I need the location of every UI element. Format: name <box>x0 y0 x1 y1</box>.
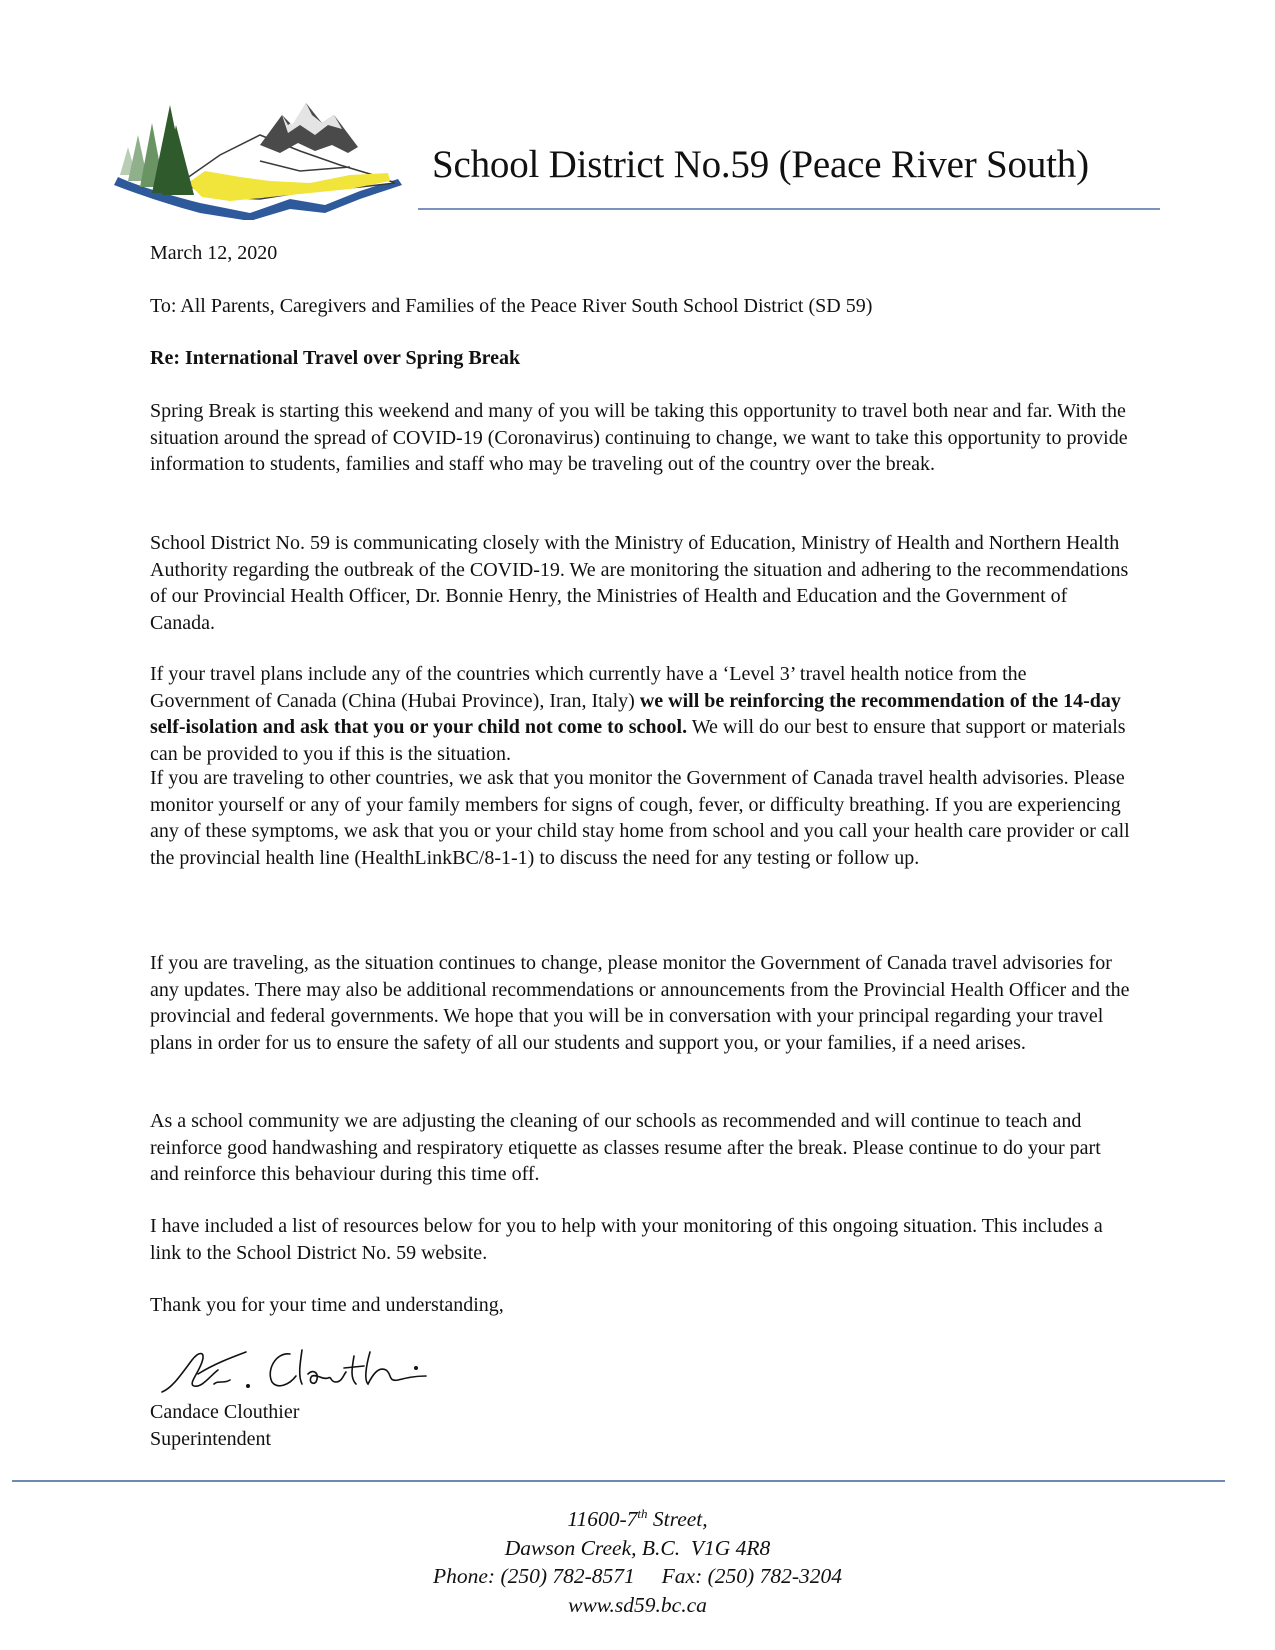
district-logo <box>110 95 410 220</box>
paragraph-text <box>150 661 1130 767</box>
paragraph-resources <box>150 1213 1130 1266</box>
signer-name: Candace Clouthier <box>150 1401 300 1423</box>
paragraph-text: I have included a list of resources below for you to help with your monitoring of this ongoing situation. This includes a link to the School District No. 59 website. <box>150 1215 1103 1264</box>
footer-city: Dawson Creek, B.C. V1G 4R8 <box>504 1535 771 1560</box>
paragraph-level3-travel <box>150 661 1130 767</box>
ordinal-suffix: th <box>637 1506 648 1521</box>
paragraph-spring-break <box>150 398 1130 478</box>
paragraph-monitor-advisories <box>150 950 1130 1056</box>
header-divider <box>418 208 1160 210</box>
district-title: School District No.59 (Peace River South) <box>432 143 1089 186</box>
paragraph-text-emphasis: we will be reinforcing the recommendation of the 14-day self-isolation and ask that you or your child not come to school. <box>150 689 1121 738</box>
paragraph-communication <box>150 530 1130 636</box>
letter-closing: Thank you for your time and understanding, <box>150 1294 504 1316</box>
signer-title: Superintendent <box>150 1428 272 1450</box>
footer-address-block <box>0 1505 1275 1619</box>
paragraph-cleaning <box>150 1108 1130 1188</box>
paragraph-text: Spring Break is starting this weekend and many of you will be taking this opportunity to travel both near and far. With the situation around the spread of COVID-19 (Coronavirus) continuing to change, we want to take this opportunity to provide information to students, families and staff who may be traveling out of the country over the break. <box>150 400 1128 475</box>
footer-phone-fax: Phone: (250) 782-8571 Fax: (250) 782-3204 <box>432 1564 842 1588</box>
footer-website-link[interactable]: www.sd59.bc.ca <box>568 1592 707 1617</box>
footer-divider <box>12 1480 1225 1482</box>
paragraph-text: If you are traveling, as the situation continues to change, please monitor the Government of Canada travel advisories for any updates. There may also be additional recommendations or announcements from the Provincial Health Officer and the provincial and federal governments. We hope that you will be in conversation with your principal regarding your travel plans in order for us to ensure the safety of all our students and support you, or your families, if a need arises. <box>150 952 1130 1054</box>
paragraph-text: As a school community we are adjusting the cleaning of our schools as recommended and will continue to teach and reinforce good handwashing and respiratory etiquette as classes resume after the break. Please continue to do your part and reinforce this behaviour during this time off. <box>150 1110 1101 1185</box>
letter-recipients: To: All Parents, Caregivers and Families of the Peace River South School District (SD 59) <box>150 295 873 317</box>
paragraph-text: School District No. 59 is communicating closely with the Ministry of Education, Ministry of Health and Northern Health Authority regarding the outbreak of the COVID-19. We are monitoring the situation and adhering to the recommendations of our Provincial Health Officer, Dr. Bonnie Henry, the Ministries of Health and Education and the Government of Canada. <box>150 532 1129 634</box>
paragraph-other-countries <box>150 765 1130 871</box>
street-name: Street, <box>647 1507 708 1531</box>
street-number: 11600-7 <box>567 1507 638 1531</box>
paragraph-text: If you are traveling to other countries, we ask that you monitor the Government of Canada travel health advisories. Please monitor yourself or any of your family members for signs of cough, fever, or difficulty breathing. If you are experiencing any of these symptoms, we ask that you or your child stay home from school and you call your health care provider or call the provincial health line (HealthLinkBC/8-1-1) to discuss the need for any testing or follow up. <box>150 767 1130 869</box>
signature-image <box>158 1340 448 1398</box>
paragraph-text-plain: If your travel plans include any of the countries which currently have a ‘Level 3’ travel health notice from the Government of Canada (China (Hubai Province), Iran, Italy) <box>150 663 1027 712</box>
footer-street <box>0 1505 1275 1534</box>
letter-date: March 12, 2020 <box>150 242 278 264</box>
letter-subject: Re: International Travel over Spring Break <box>150 347 521 369</box>
paragraph-text-plain: We will do our best to ensure that support or materials can be provided to you if this is the situation. <box>150 716 1126 765</box>
